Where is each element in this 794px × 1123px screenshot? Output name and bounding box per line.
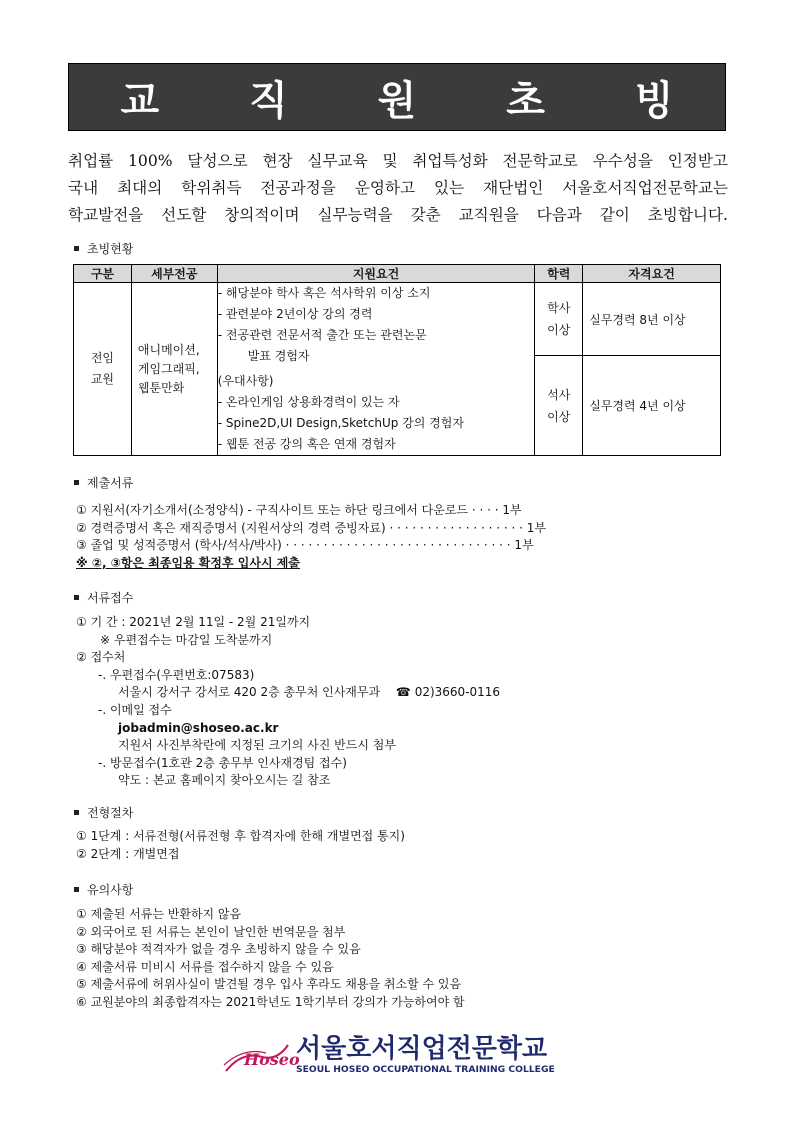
requirement-item: - 온라인게임 상용화경력이 있는 자 — [217, 395, 400, 409]
intro-line: 취업률 100% 달성으로 현장 실무교육 및 취업특성화 전문학교로 우수성을 인정받고 — [68, 152, 728, 170]
logo-name-en: SEOUL HOSEO OCCUPATIONAL TRAINING COLLEGE — [296, 1064, 555, 1075]
table-row — [74, 283, 721, 356]
qualification-cell: 실무경력 4년 이상 — [583, 356, 721, 456]
section-title: 유의사항 — [87, 883, 134, 897]
square-bullet-icon — [74, 810, 79, 815]
list-item: ① 제출된 서류는 반환하지 않음 — [76, 907, 242, 921]
list-item: ⑤ 제출서류에 허위사실이 발견될 경우 입사 후라도 채용을 취소할 수 있음 — [76, 977, 462, 992]
list-item: ② 외국어로 된 서류는 본인이 날인한 번역문을 첨부 — [76, 924, 346, 939]
college-emblem-icon — [222, 1031, 300, 1079]
qualification-cell: 실무경력 8년 이상 — [583, 283, 721, 356]
recruit-table — [73, 264, 721, 456]
list-item: ② 접수처 — [76, 650, 126, 665]
phone-number: 02)3660-0116 — [414, 685, 501, 700]
documents-note: ※ ②, ③항은 최종임용 확정후 입사시 제출 — [76, 555, 300, 570]
list-item: ③ 해당분야 적격자가 없을 경우 초빙하지 않을 수 있음 — [76, 942, 361, 957]
list-item: ② 2단계 : 개별면접 — [76, 846, 180, 861]
list-item: -. 우편접수(우편번호:07583) — [98, 667, 255, 682]
requirement-item: - 관련분야 2년이상 강의 경력 — [217, 307, 373, 321]
section-recruit — [74, 240, 133, 257]
title-banner — [68, 63, 726, 131]
logo-text — [296, 1034, 555, 1076]
requirement-item: - 웹툰 전공 강의 혹은 연재 경험자 — [217, 437, 396, 451]
requirements-cell — [217, 283, 535, 456]
page-title: 교 직 원 초 빙 — [120, 77, 712, 124]
requirement-item: - Spine2D,UI Design,SketchUp 강의 경험자 — [217, 416, 464, 430]
list-item: -. 이메일 접수 — [98, 702, 172, 717]
list-item: -. 방문접수(1호관 2층 총무부 인사재경팀 접수) — [98, 755, 347, 770]
notice-list — [76, 906, 465, 1012]
header-cell: 학력 — [535, 265, 583, 283]
header-cell: 지원요건 — [217, 265, 535, 283]
intro-paragraph — [68, 148, 728, 229]
square-bullet-icon — [74, 480, 79, 485]
section-title: 초빙현황 — [87, 242, 134, 256]
requirement-item: 발표 경험자 — [247, 349, 310, 363]
intro-line: 국내 최대의 학위취득 전공과정을 운영하고 있는 재단법인 서울호서직업전문학교는 — [68, 179, 728, 197]
square-bullet-icon — [74, 246, 79, 251]
list-item: ⑥ 교원분야의 최종합격자는 2021학년도 1학기부터 강의가 가능하여야 함 — [76, 994, 465, 1009]
degree-cell: 석사 이상 — [535, 356, 583, 456]
documents-list — [76, 502, 546, 572]
logo-name-ko: 서울호서직업전문학교 — [296, 1034, 548, 1064]
table-header-row — [74, 265, 721, 283]
requirement-item: - 해당분야 학사 혹은 석사학위 이상 소지 — [217, 286, 431, 300]
section-notice — [74, 881, 133, 898]
section-title: 전형절차 — [87, 806, 134, 820]
list-item: ※ 우편접수는 마감일 도착분까지 — [100, 632, 273, 647]
list-item: ① 지원서(자기소개서(소정양식) - 구직사이트 또는 하단 링크에서 다운로드 · · · · 1부 — [76, 503, 522, 517]
section-title: 제출서류 — [87, 476, 134, 490]
process-list — [76, 828, 405, 863]
list-item: ① 기 간 : 2021년 2월 11일 - 2월 21일까지 — [76, 615, 311, 629]
section-documents — [74, 474, 133, 491]
list-item: 지원서 사진부착란에 지정된 크기의 사진 반드시 첨부 — [118, 738, 396, 753]
section-process — [74, 804, 133, 821]
category-cell: 전임 교원 — [74, 283, 132, 456]
list-item: ③ 졸업 및 성적증명서 (학사/석사/박사) · · · · · · · · · · · · · · · · · · · · · · · · · · · · · · 1부 — [76, 538, 534, 553]
mail-address: 서울시 강서구 강서로 420 2층 총무처 인사재무과 — [118, 685, 381, 700]
college-logo — [222, 1030, 555, 1080]
degree-cell: 학사 이상 — [535, 283, 583, 356]
application-list — [76, 614, 500, 790]
square-bullet-icon — [74, 595, 79, 600]
section-title: 서류접수 — [87, 591, 134, 605]
header-cell: 자격요건 — [583, 265, 721, 283]
header-cell: 구분 — [74, 265, 132, 283]
requirement-item: - 전공관련 전문서적 출간 또는 관련논문 — [217, 328, 427, 342]
list-item: 약도 : 본교 홈페이지 찾아오시는 길 참조 — [118, 773, 331, 788]
intro-line: 학교발전을 선도할 창의적이며 실무능력을 갖춘 교직원을 다음과 같이 초빙합니다. — [68, 206, 728, 224]
email-address[interactable]: jobadmin@shoseo.ac.kr — [118, 720, 279, 735]
list-item: ① 1단계 : 서류전형(서류전형 후 합격자에 한해 개별면접 통지) — [76, 829, 405, 843]
requirement-item: (우대사항) — [217, 374, 274, 388]
list-item: ④ 제출서류 미비시 서류를 접수하지 않을 수 있음 — [76, 959, 334, 974]
phone-icon: ☎ — [395, 685, 411, 700]
list-item: ② 경력증명서 혹은 재직증명서 (지원서상의 경력 증빙자료) · · · · · · · · · · · · · · · · · · 1부 — [76, 520, 546, 535]
section-application — [74, 589, 133, 606]
square-bullet-icon — [74, 887, 79, 892]
emblem-text: Hoseo — [244, 1050, 300, 1069]
major-cell: 애니메이션, 게임그래픽, 웹툰만화 — [131, 283, 217, 456]
header-cell: 세부전공 — [131, 265, 217, 283]
list-item — [76, 684, 500, 702]
